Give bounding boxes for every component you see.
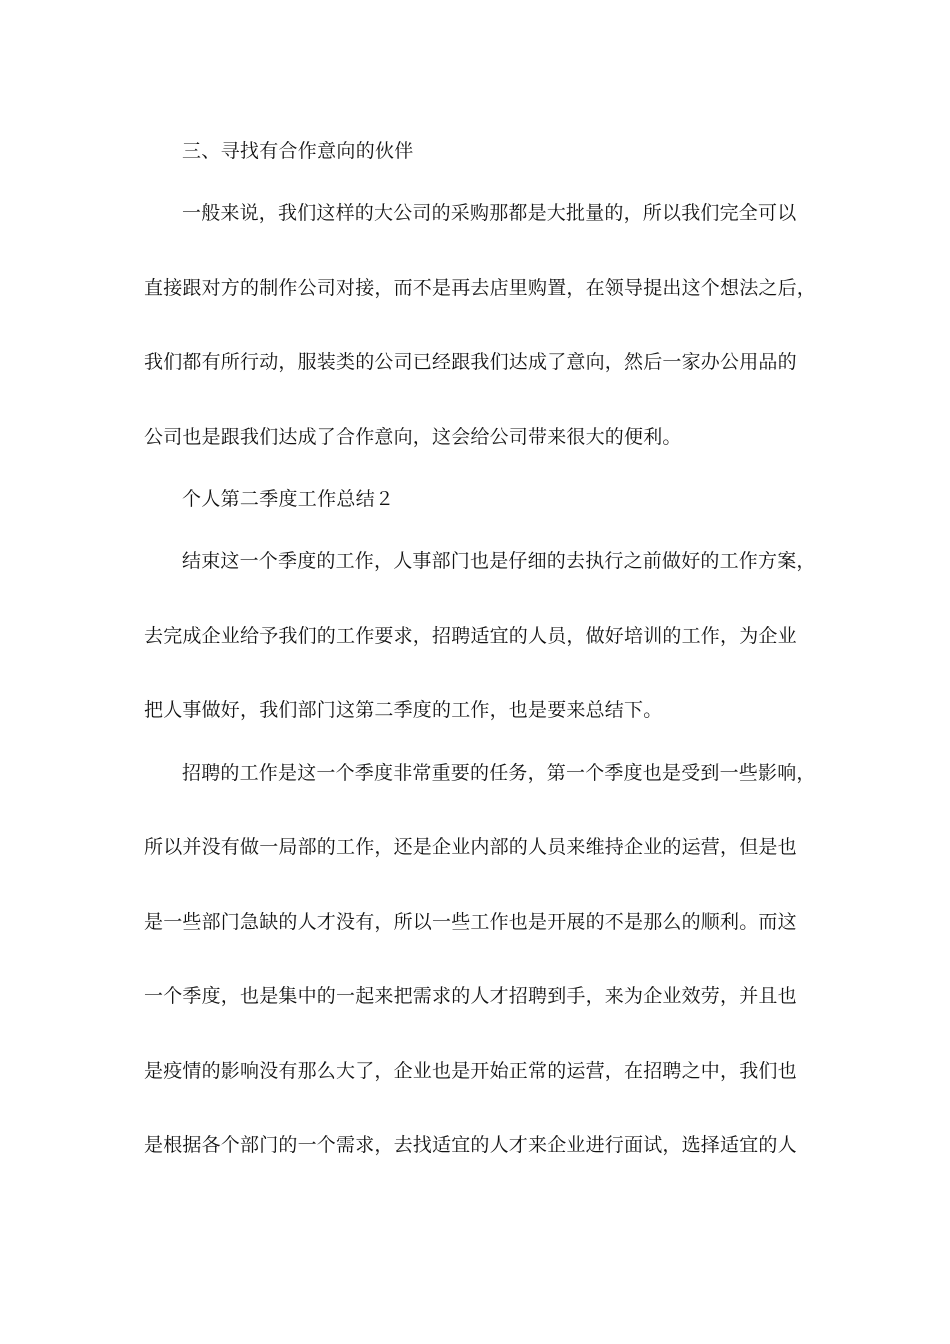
paragraph-line: 我们都有所行动，服装类的公司已经跟我们达成了意向，然后一家办公用品的 xyxy=(144,351,797,373)
paragraph-line: 一个季度，也是集中的一起来把需求的人才招聘到手，来为企业效劳，并且也 xyxy=(144,985,797,1007)
paragraph-line: 结束这一个季度的工作，人事部门也是仔细的去执行之前做好的工作方案， xyxy=(182,550,816,572)
paragraph-line: 公司也是跟我们达成了合作意向，这会给公司带来很大的便利。 xyxy=(144,426,682,448)
paragraph-line: 去完成企业给予我们的工作要求，招聘适宜的人员，做好培训的工作，为企业 xyxy=(144,625,797,647)
paragraph-line: 是一些部门急缺的人才没有，所以一些工作也是开展的不是那么的顺利。而这 xyxy=(144,911,797,933)
paragraph-line: 是根据各个部门的一个需求，去找适宜的人才来企业进行面试，选择适宜的人 xyxy=(144,1134,797,1156)
section-heading: 三、寻找有合作意向的伙伴 xyxy=(182,140,414,162)
paragraph-line: 直接跟对方的制作公司对接，而不是再去店里购置，在领导提出这个想法之后， xyxy=(144,277,817,299)
document-title: 个人第二季度工作总结２ xyxy=(182,488,395,510)
paragraph-line: 把人事做好，我们部门这第二季度的工作，也是要来总结下。 xyxy=(144,699,663,721)
paragraph-line: 招聘的工作是这一个季度非常重要的任务，第一个季度也是受到一些影响， xyxy=(182,762,816,784)
paragraph-line: 一般来说，我们这样的大公司的采购那都是大批量的，所以我们完全可以 xyxy=(182,202,797,224)
paragraph-line: 所以并没有做一局部的工作，还是企业内部的人员来维持企业的运营，但是也 xyxy=(144,836,797,858)
paragraph-line: 是疫情的影响没有那么大了，企业也是开始正常的运营，在招聘之中，我们也 xyxy=(144,1060,797,1082)
